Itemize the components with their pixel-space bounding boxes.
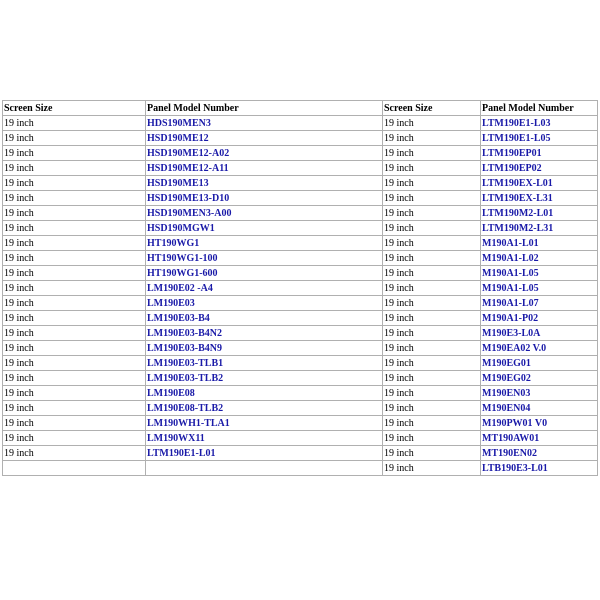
cell-screen-size-left: 19 inch — [3, 116, 146, 131]
cell-panel-model-right: M190EN03 — [481, 386, 598, 401]
cell-screen-size-left: 19 inch — [3, 356, 146, 371]
cell-screen-size-left: 19 inch — [3, 161, 146, 176]
cell-panel-model-left: HT190WG1-600 — [146, 266, 383, 281]
cell-panel-model-right: LTB190E3-L01 — [481, 461, 598, 476]
table-row — [3, 296, 598, 311]
cell-panel-model-right: MT190EN02 — [481, 446, 598, 461]
cell-screen-size-right: 19 inch — [383, 326, 481, 341]
table-header-row — [3, 101, 598, 116]
cell-panel-model-right: LTM190EX-L31 — [481, 191, 598, 206]
cell-screen-size-left: 19 inch — [3, 236, 146, 251]
cell-panel-model-right: MT190AW01 — [481, 431, 598, 446]
cell-panel-model-right: M190EN04 — [481, 401, 598, 416]
cell-panel-model-right: M190E3-L0A — [481, 326, 598, 341]
cell-screen-size-right: 19 inch — [383, 221, 481, 236]
cell-screen-size-left: 19 inch — [3, 146, 146, 161]
cell-screen-size-left: 19 inch — [3, 401, 146, 416]
cell-panel-model-left: LM190E03-B4 — [146, 311, 383, 326]
table-row — [3, 161, 598, 176]
cell-screen-size-left: 19 inch — [3, 251, 146, 266]
table-row — [3, 191, 598, 206]
header-screen-size-right: Screen Size — [383, 101, 481, 116]
cell-screen-size-left: 19 inch — [3, 281, 146, 296]
cell-panel-model-right: M190EG02 — [481, 371, 598, 386]
table-row — [3, 221, 598, 236]
panel-model-table — [2, 100, 598, 476]
cell-panel-model-left: LM190E03-TLB2 — [146, 371, 383, 386]
table-row — [3, 431, 598, 446]
cell-screen-size-right: 19 inch — [383, 161, 481, 176]
cell-screen-size-right: 19 inch — [383, 356, 481, 371]
table-row — [3, 146, 598, 161]
table-row — [3, 116, 598, 131]
cell-panel-model-left: LM190E03-B4N2 — [146, 326, 383, 341]
cell-screen-size-left: 19 inch — [3, 326, 146, 341]
cell-screen-size-left: 19 inch — [3, 371, 146, 386]
cell-screen-size-right: 19 inch — [383, 176, 481, 191]
cell-panel-model-left: HSD190ME12 — [146, 131, 383, 146]
cell-screen-size-left: 19 inch — [3, 191, 146, 206]
cell-screen-size-right: 19 inch — [383, 146, 481, 161]
cell-screen-size-right: 19 inch — [383, 311, 481, 326]
cell-panel-model-left: HSD190ME13 — [146, 176, 383, 191]
table-row — [3, 206, 598, 221]
table-row — [3, 236, 598, 251]
cell-screen-size-right: 19 inch — [383, 236, 481, 251]
cell-screen-size-right: 19 inch — [383, 191, 481, 206]
cell-panel-model-left: HT190WG1 — [146, 236, 383, 251]
cell-panel-model-right: M190EG01 — [481, 356, 598, 371]
table-row — [3, 416, 598, 431]
cell-screen-size-right: 19 inch — [383, 266, 481, 281]
table-row — [3, 176, 598, 191]
cell-panel-model-right: M190A1-L05 — [481, 281, 598, 296]
cell-screen-size-right: 19 inch — [383, 251, 481, 266]
cell-panel-model-right: LTM190EP02 — [481, 161, 598, 176]
cell-panel-model-right: LTM190M2-L01 — [481, 206, 598, 221]
table-row — [3, 266, 598, 281]
cell-screen-size-left: 19 inch — [3, 431, 146, 446]
cell-panel-model-left: HDS190MEN3 — [146, 116, 383, 131]
cell-screen-size-left: 19 inch — [3, 416, 146, 431]
cell-screen-size-right: 19 inch — [383, 116, 481, 131]
cell-panel-model-left: LM190E03-TLB1 — [146, 356, 383, 371]
cell-screen-size-left — [3, 461, 146, 476]
cell-panel-model-left: HSD190ME13-D10 — [146, 191, 383, 206]
table-row — [3, 326, 598, 341]
table-row — [3, 251, 598, 266]
cell-panel-model-left: LM190WX11 — [146, 431, 383, 446]
header-screen-size-left: Screen Size — [3, 101, 146, 116]
cell-panel-model-right: LTM190M2-L31 — [481, 221, 598, 236]
cell-panel-model-right: LTM190EP01 — [481, 146, 598, 161]
cell-panel-model-right: LTM190EX-L01 — [481, 176, 598, 191]
cell-panel-model-right: M190PW01 V0 — [481, 416, 598, 431]
cell-panel-model-right: M190A1-L02 — [481, 251, 598, 266]
cell-screen-size-left: 19 inch — [3, 131, 146, 146]
cell-panel-model-left — [146, 461, 383, 476]
cell-panel-model-left: HT190WG1-100 — [146, 251, 383, 266]
cell-screen-size-left: 19 inch — [3, 266, 146, 281]
cell-panel-model-right: LTM190E1-L03 — [481, 116, 598, 131]
cell-panel-model-right: M190A1-L07 — [481, 296, 598, 311]
header-panel-model-left: Panel Model Number — [146, 101, 383, 116]
table-row — [3, 461, 598, 476]
cell-panel-model-left: LTM190E1-L01 — [146, 446, 383, 461]
cell-screen-size-right: 19 inch — [383, 341, 481, 356]
cell-screen-size-left: 19 inch — [3, 446, 146, 461]
table-row — [3, 446, 598, 461]
cell-panel-model-left: LM190E03 — [146, 296, 383, 311]
cell-panel-model-left: LM190E02 -A4 — [146, 281, 383, 296]
cell-panel-model-left: HSD190ME12-A02 — [146, 146, 383, 161]
cell-panel-model-right: M190A1-L01 — [481, 236, 598, 251]
cell-panel-model-left: HSD190MEN3-A00 — [146, 206, 383, 221]
cell-screen-size-right: 19 inch — [383, 131, 481, 146]
table-row — [3, 356, 598, 371]
cell-screen-size-left: 19 inch — [3, 206, 146, 221]
table-row — [3, 386, 598, 401]
table-row — [3, 401, 598, 416]
cell-panel-model-left: LM190E08 — [146, 386, 383, 401]
cell-screen-size-right: 19 inch — [383, 296, 481, 311]
cell-screen-size-left: 19 inch — [3, 296, 146, 311]
cell-panel-model-right: M190A1-P02 — [481, 311, 598, 326]
cell-panel-model-right: LTM190E1-L05 — [481, 131, 598, 146]
cell-screen-size-right: 19 inch — [383, 401, 481, 416]
cell-screen-size-right: 19 inch — [383, 281, 481, 296]
cell-panel-model-left: HSD190ME12-A11 — [146, 161, 383, 176]
cell-screen-size-right: 19 inch — [383, 206, 481, 221]
cell-panel-model-right: M190EA02 V.0 — [481, 341, 598, 356]
cell-screen-size-left: 19 inch — [3, 221, 146, 236]
cell-screen-size-right: 19 inch — [383, 431, 481, 446]
cell-screen-size-right: 19 inch — [383, 446, 481, 461]
cell-panel-model-left: HSD190MGW1 — [146, 221, 383, 236]
cell-screen-size-right: 19 inch — [383, 416, 481, 431]
cell-screen-size-left: 19 inch — [3, 311, 146, 326]
cell-screen-size-left: 19 inch — [3, 176, 146, 191]
table-row — [3, 131, 598, 146]
cell-panel-model-left: LM190E08-TLB2 — [146, 401, 383, 416]
table-row — [3, 311, 598, 326]
cell-panel-model-left: LM190E03-B4N9 — [146, 341, 383, 356]
header-panel-model-right: Panel Model Number — [481, 101, 598, 116]
cell-screen-size-left: 19 inch — [3, 341, 146, 356]
cell-screen-size-right: 19 inch — [383, 386, 481, 401]
cell-screen-size-left: 19 inch — [3, 386, 146, 401]
cell-panel-model-left: LM190WH1-TLA1 — [146, 416, 383, 431]
cell-panel-model-right: M190A1-L05 — [481, 266, 598, 281]
table-row — [3, 341, 598, 356]
table-row — [3, 281, 598, 296]
cell-screen-size-right: 19 inch — [383, 371, 481, 386]
table-row — [3, 371, 598, 386]
cell-screen-size-right: 19 inch — [383, 461, 481, 476]
